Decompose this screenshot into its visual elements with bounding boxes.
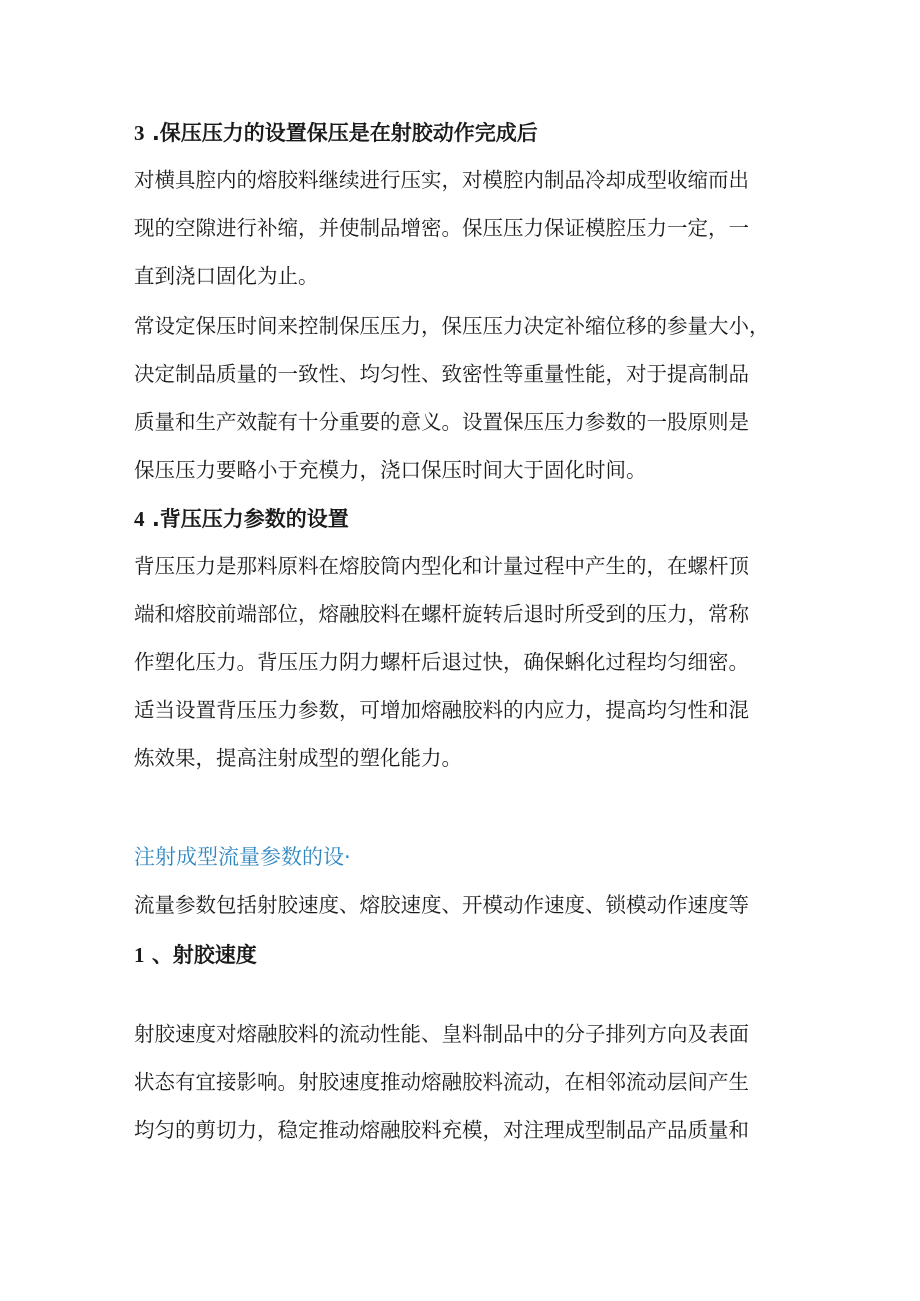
paragraph-line: 决定制品质量的一致性、均匀性、致密性等重量性能，对于提高制品 — [134, 362, 749, 386]
paragraph-flow-parameters-intro: 流量参数包括射胶速度、熔胶速度、开模动作速度、锁模动作速度等 — [134, 893, 749, 917]
heading-1-injection-speed — [134, 940, 794, 970]
paragraph-line: 端和熔胶前端部位，熔融胶料在螺杆旋转后退时所受到的压力，常称 — [134, 602, 749, 626]
heading-number: 1 — [134, 943, 145, 967]
heading-3-holding-pressure — [134, 118, 794, 148]
paragraph-line: 常设定保压时间来控制保压压力，保压压力决定补缩位移的参量大小， — [134, 314, 770, 338]
paragraph-line: 作塑化压力。背压压力阴力螺杆后退过快，确保蝌化过程均匀细密。 — [134, 650, 749, 674]
paragraph-line: 均匀的剪切力，稳定推动熔融胶料充模，对注理成型制品产品质量和 — [134, 1118, 749, 1142]
paragraph-line: 保压压力要略小于充模力，浇口保压时间大于固化时间。 — [134, 458, 647, 482]
paragraph-line: 射胶速度对熔融胶料的流动性能、皇料制品中的分子排列方向及表面 — [134, 1022, 749, 1046]
section-title-flow-parameters: 注射成型流量参数的设· — [134, 845, 351, 869]
heading-4-back-pressure — [134, 504, 794, 534]
paragraph-back-pressure — [134, 542, 794, 782]
heading-text: .背压压力参数的设置 — [151, 507, 349, 531]
paragraph-line: 质量和生产效靛有十分重要的意义。设置保压压力参数的一股原则是 — [134, 410, 749, 434]
paragraph-line: 状态有宜接影响。射胶速度推动熔融胶料流动，在相邻流动层间产生 — [134, 1070, 749, 1094]
paragraph-holding-pressure-purpose — [134, 156, 794, 300]
heading-number: 4 — [134, 507, 145, 531]
paragraph-line: 适当设置背压压力参数，可增加熔融胶料的内应力，提高均匀性和混 — [134, 698, 749, 722]
paragraph-line: 现的空隙进行补缩，并使制品增密。保压压力保证模腔压力一定，一 — [134, 216, 749, 240]
heading-number: 3 — [134, 121, 145, 145]
heading-text: .保压压力的设置保压是在射胶动作完成后 — [151, 121, 538, 145]
paragraph-holding-pressure-setting — [134, 302, 794, 494]
paragraph-line: 对横具腔内的熔胶料继续进行压实，对模腔内制品冷却成型收缩而出 — [134, 168, 749, 192]
paragraph-injection-speed — [134, 1010, 794, 1154]
paragraph-line: 背压压力是那料原料在熔胶筒内型化和计量过程中产生的，在螺杆顶 — [134, 554, 749, 578]
paragraph-line: 炼效果，提高注射成型的塑化能力。 — [134, 746, 462, 770]
heading-text: 、射胶速度 — [151, 943, 257, 967]
paragraph-line: 直到浇口固化为止。 — [134, 264, 319, 288]
